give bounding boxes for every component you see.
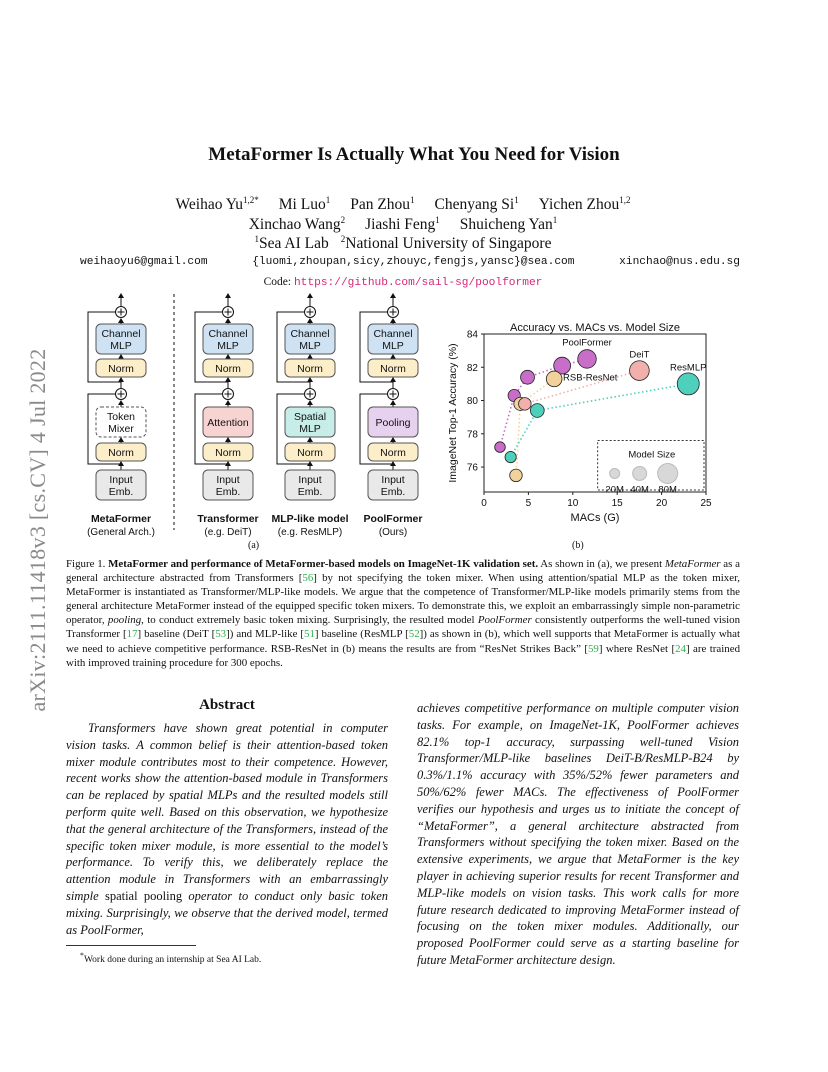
data-point [505,451,516,462]
token-mixer-block-label: Spatial [293,411,327,423]
flow-arrowhead [118,377,124,382]
series-label: DeiT [629,349,650,361]
flow-arrowhead [307,318,313,323]
emails [80,256,740,268]
author-name: Weihao $Yu^{1,2*}$ [175,195,259,214]
input-embedding-block-label: Emb. [297,486,323,498]
model-name: Transformer [197,513,259,525]
citation-link[interactable]: 24 [675,642,686,655]
x-tick-label: 15 [611,498,623,509]
arxiv-sidebar [18,300,58,760]
y-tick-label: 80 [466,396,478,408]
code-label: Code: [263,276,292,288]
email-2: {luomi,zhoupan,sicy,zhouyc,fengjs,yansc}@sea.com [252,256,575,268]
channel-mlp-block [368,324,418,354]
token-mixer-block-label: Mixer [108,423,134,435]
flow-arrowhead [390,293,396,298]
token-mixer-block-label: Token [106,411,136,423]
legend-size-label: 80M [658,484,677,496]
input-embedding-block-label: Emb. [380,486,406,498]
data-point [578,350,597,369]
norm-block-label: Norm [380,447,406,459]
model-name: PoolFormer [363,513,423,525]
flow-arrowhead [390,377,396,382]
token-mixer-block-label: Attention [207,417,249,429]
channel-mlp-block [285,324,335,354]
email-3: xinchao@nus.edu.sg [619,256,740,268]
flow-arrowhead [118,437,124,442]
legend-box [598,440,704,490]
channel-mlp-block-label: Channel [373,328,413,340]
arxiv-id: arXiv:2111.11418v3 [cs.CV] 4 Jul 2022 [25,348,50,712]
channel-mlp-block-label: Channel [101,328,141,340]
flow-arrowhead [390,437,396,442]
flow-arrowhead [390,318,396,323]
flow-arrowhead [390,400,396,405]
legend-title: Model Size [628,449,676,461]
norm-block [368,443,418,461]
norm-block [368,359,418,377]
flow-arrowhead [307,400,313,405]
flow-arrowhead [390,354,396,359]
data-point [495,442,506,453]
figure-caption: Figure 1. MetaFormer and performance of MetaFormer-based models on ImageNet-1K validation set. As shown in (a), we present MetaFormer as a general architecture abstracted from Transformers [56] by not specifying the token mixer. When using attention/spatial MLP as the token mixer, MetaFormer is instantiated as Transformer/MLP-like models. We argue that the competence of Transformer/MLP-like models primarily stems from the general architecture MetaFormer instead of the equipped specific token mixers. To demonstrate this, we exploit an embarrassingly simple non-parametric operator, pooling, to conduct extremely basic token mixing. Surprisingly, the resulted model PoolFormer consistently outperforms the well-tuned vision Transformer [17] baseline (DeiT [53]) and MLP-like [51] baseline (ResMLP [52]) as shown in (b), which well supports that MetaFormer is actually what we need to achieve competitive performance. RSB-ResNet in (b) means the results are from “ResNet Strikes Back” [59] where ResNet [24] are trained with improved training procedure for 300 epochs. [66,558,741,669]
flow-arrowhead [307,437,313,442]
input-embedding-block [203,470,253,500]
data-point [510,469,523,482]
figure-a-sublabel: (a) [248,540,260,551]
model-example: (Ours) [378,527,408,538]
y-tick-label: 78 [466,429,478,441]
x-tick-label: 5 [525,498,532,509]
model-name: MetaFormer [90,513,152,525]
channel-mlp-block-label: MLP [382,340,404,352]
y-tick-label: 76 [466,462,478,474]
caption-bold: MetaFormer and performance of MetaFormer-based models on ImageNet-1K validation set. [108,558,539,570]
channel-mlp-block [96,324,146,354]
y-axis-label: ImageNet Top-1 Accuracy (%) [447,343,459,483]
channel-mlp-block-label: MLP [217,340,239,352]
flow-arrowhead [307,293,313,298]
authors-line-1 [0,195,806,214]
citation-link[interactable]: 17 [126,628,138,641]
input-embedding-block [285,470,335,500]
flow-arrowhead [225,318,231,323]
input-embedding-block-label: Emb. [215,486,241,498]
caption-label: Figure 1. [66,558,106,570]
token-mixer-block-label: Pooling [375,417,411,429]
input-embedding-block-label: Input [216,474,240,486]
abstract-left-column: Transformers have shown great potential in computer vision tasks. A common belief is their attention-based token mixer module contributes most to their competence. However, recent works show the attention-based module in Transformers can be replaced by spatial MLPs and the resulted models still perform quite well. Based on this observation, we hypothesize that the general architecture of the Transformers, instead of the specific token mixer module, is more essential to the model’s performance. To verify this, we deliberately replace the attention module in Transformers with an embarrassingly simple spatial pooling operator to conduct only basic token mixing. Surprisingly, we observe that the derived model, termed as PoolFormer, [66,721,388,937]
input-embedding-block-label: Emb. [108,486,134,498]
channel-mlp-block-label: MLP [299,340,321,352]
channel-mlp-block [203,324,253,354]
flow-arrowhead [225,437,231,442]
data-point [530,404,544,418]
norm-block-label: Norm [297,447,323,459]
legend-size-label: 20M [605,484,624,496]
y-tick-label: 84 [466,329,478,341]
y-tick-label: 82 [466,362,478,374]
citation-link[interactable]: 52 [408,628,420,641]
model-example: (e.g. DeiT) [204,527,252,538]
flow-arrowhead [118,354,124,359]
channel-mlp-block-label: MLP [110,340,132,352]
abstract-right-column: achieves competitive performance on multiple computer vision tasks. For example, on ImageNet-1K, PoolFormer achieves 82.1% top-1 accuracy, surpassing well-tuned Vision Transformer/MLP-like baselines DeiT-B/ResMLP-B24 by 0.3%/1.1% accuracy with 35%/52% fewer parameters and 50%/62% fewer MACs. The effectiveness of PoolFormer verifies our hypothesis and urges us to initiate the concept of “MetaFormer”, a general architecture abstracted from Transformers without specifying the token mixer. Based on the extensive experiments, we argue that MetaFormer is the key player in achieving superior results for recent Transformer and MLP-like models on vision tasks. This work calls for more future research dedicated to improving MetaFormer instead of focusing on the token mixer modules. Additionally, our proposed PoolFormer could serve as a starting baseline for future MetaFormer architecture design. [417,701,739,967]
chart-title: Accuracy vs. MACs vs. Model Size [510,322,680,334]
data-point [546,371,562,387]
figure-b-chart [446,318,728,532]
norm-block [285,443,335,461]
token-mixer-block [203,407,253,437]
flow-arrowhead [118,318,124,323]
code-url-link[interactable]: https://github.com/sail-sg/poolformer [293,277,543,289]
norm-block [96,359,146,377]
affiliations [0,234,806,253]
paper-title: MetaFormer Is Actually What You Need for Vision [208,144,620,165]
series-label: RSB-ResNet [563,372,618,384]
flow-arrowhead [225,400,231,405]
legend-size-marker [610,468,620,478]
norm-block-label: Norm [108,363,134,375]
email-1: weihaoyu6@gmail.com [80,256,208,268]
norm-block-label: Norm [215,447,241,459]
x-tick-label: 0 [481,498,487,509]
legend-size-marker [658,463,678,483]
input-embedding-block-label: Input [298,474,322,486]
norm-block [203,443,253,461]
data-point [519,398,532,411]
author-name: Chenyang Si$^1$ [434,195,519,214]
author-name: Yichen Zhou$^{1,2}$ [538,195,631,214]
norm-block [96,443,146,461]
citation-link[interactable]: 59 [587,642,599,655]
token-mixer-block [368,407,418,437]
author-name: Shuicheng Yan$^1$ [459,215,558,234]
author-name: Xinchao Wang$^2$ [248,215,346,234]
channel-mlp-block-label: Channel [290,328,330,340]
model-example: (e.g. ResMLP) [277,527,343,538]
flow-arrowhead [118,400,124,405]
series-label: ResMLP [670,362,707,374]
footnote: *Work done during an internship at Sea AI Lab. [80,951,262,966]
flow-arrowhead [225,293,231,298]
model-example: (General Arch.) [87,527,155,538]
authors-line-2 [0,215,806,234]
input-embedding-block-label: Input [381,474,405,486]
norm-block-label: Norm [380,363,406,375]
norm-block [285,359,335,377]
flow-arrowhead [225,354,231,359]
input-embedding-block [96,470,146,500]
series-label: PoolFormer [562,337,612,349]
flow-arrowhead [118,293,124,298]
input-embedding-block-label: Input [109,474,133,486]
figure-a-architectures [84,290,434,540]
data-point [630,361,650,381]
model-name: MLP-like model [271,513,349,525]
code-line [0,276,806,289]
author-name: Pan Zhou$^1$ [350,195,415,214]
affiliation: $^2$National University of Singapore [340,234,552,253]
legend-size-marker [633,466,647,480]
author-name: Mi Luo$^1$ [278,195,331,214]
token-mixer-block [285,407,335,437]
token-mixer-block-label: MLP [299,423,321,435]
x-tick-label: 25 [700,498,712,509]
norm-block [203,359,253,377]
channel-mlp-block-label: Channel [208,328,248,340]
data-point [521,370,535,384]
norm-block-label: Norm [215,363,241,375]
affiliation: $^1$Sea AI Lab [254,234,329,253]
abstract-heading: Abstract [199,697,255,713]
norm-block-label: Norm [297,363,323,375]
flow-arrowhead [307,377,313,382]
flow-arrowhead [225,377,231,382]
token-mixer-block [96,407,146,437]
legend-size-label: 40M [630,484,649,496]
flow-arrowhead [307,354,313,359]
input-embedding-block [368,470,418,500]
norm-block-label: Norm [108,447,134,459]
citation-link[interactable]: 56 [302,572,314,585]
series-line [516,379,554,475]
figure-b-sublabel: (b) [572,540,584,551]
x-tick-label: 20 [656,498,668,509]
footnote-rule [66,945,196,946]
author-name: Jiashi Feng$^1$ [365,215,440,234]
citation-link[interactable]: 51 [304,628,315,641]
citation-link[interactable]: 53 [215,628,227,641]
x-axis-label: MACs (G) [570,512,620,524]
data-point [677,373,699,395]
x-tick-label: 10 [567,498,579,509]
